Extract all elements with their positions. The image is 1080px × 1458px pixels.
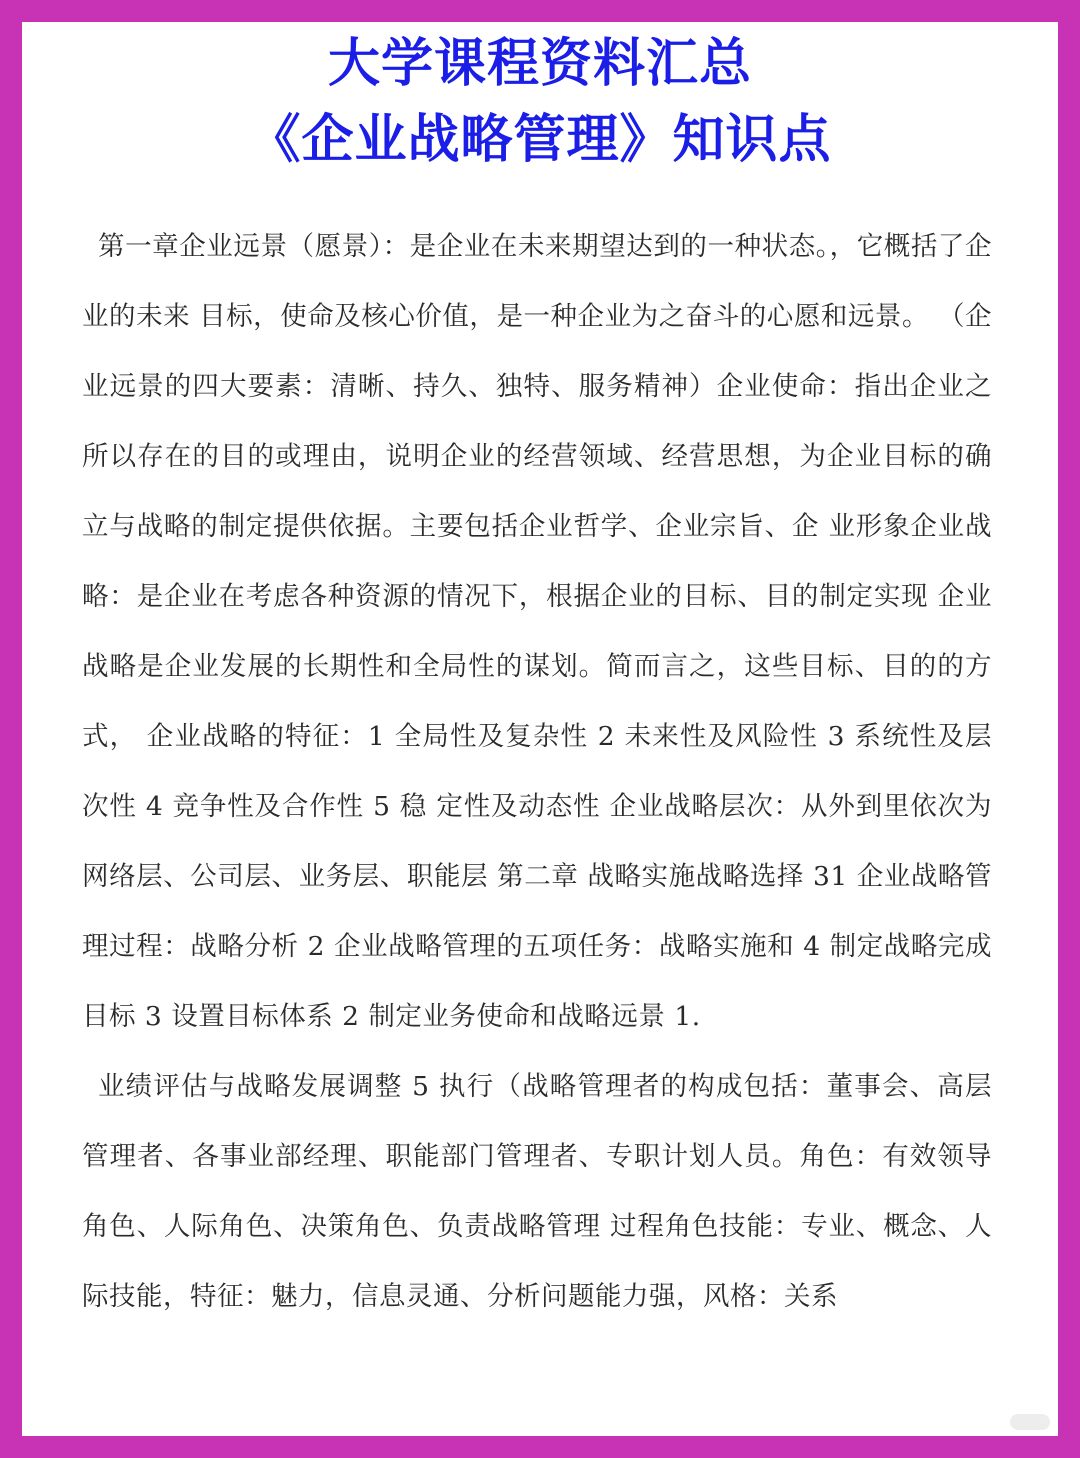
paragraph-2: 业绩评估与战略发展调整 5 执行（战略管理者的构成包括：董事会、高层管理者、各事业部经理、职能部门管理者、专职计划人员。角色：有效领导角色、人际角色、决策角色、负责战略管理 过程角色技能：专业、概念、人际技能，特征：魅力，信息灵通、分析问题能力强，风格：关系 bbox=[82, 1071, 992, 1312]
title-block bbox=[0, 26, 1080, 178]
subtitle: 《企业战略管理》知识点 bbox=[248, 110, 832, 170]
paragraph-1: 第一章企业远景（愿景）：是企业在未来期望达到的一种状态。，它概括了企业的未来 目标，使命及核心价值，是一种企业为之奋斗的心愿和远景。 （企业远景的四大要素：清晰、持久、独特、服务精神）企业使命：指出企业之所以存在的目的或理由，说明企业的经营领域、经营思想，为企业目标的确立与战略的制定提供依据。主要包括企业哲学、企业宗旨、企 业形象企业战略：是企业在考虑各种资源的情况下，根据企业的目标、目的制定实现 企业战略是企业发展的长期性和全局性的谋划。简而言之，这些目标、目的的方式， 企业战略的特征：1 全局性及复杂性 2 未来性及风险性 3 系统性及层次性 4 竞争性及合作性 5 稳 定性及动态性 企业战略层次：从外到里依次为网络层、公司层、业务层、职能层 第二章 战略实施战略选择 31 企业战略管理过程：战略分析 2 企业战略管理的五项任务：战略实施和 4 制定战略完成目标 3 设置目标体系 2 制定业务使命和战略远景 1. bbox=[82, 231, 992, 1032]
document-body bbox=[82, 212, 992, 1332]
main-title: 大学课程资料汇总 bbox=[327, 34, 752, 94]
watermark-badge bbox=[1010, 1414, 1050, 1430]
